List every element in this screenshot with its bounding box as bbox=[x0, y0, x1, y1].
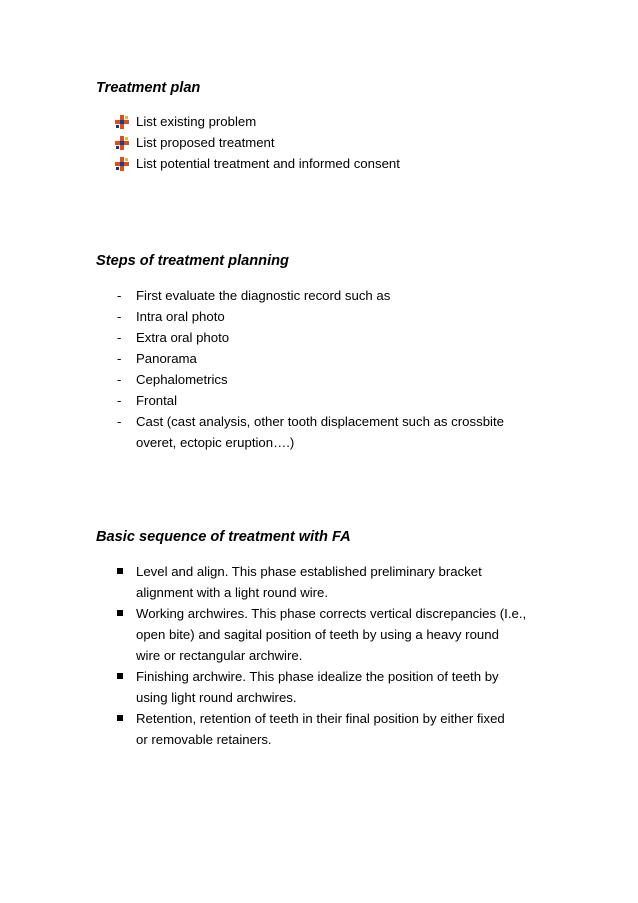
sequence-list bbox=[0, 561, 526, 750]
dash-bullet: - bbox=[117, 309, 122, 324]
list-item-text: List existing problem bbox=[136, 114, 257, 129]
square-bullet-icon bbox=[117, 568, 123, 574]
list-item-text: List potential treatment and informed consent bbox=[136, 156, 400, 171]
treatment-plan-list bbox=[0, 111, 400, 174]
list-item-text-continued: wire or rectangular archwire. bbox=[136, 648, 303, 663]
section-heading-steps-of-treatment-planning: Steps of treatment planning bbox=[96, 253, 289, 269]
list-item-text-continued: open bite) and sagital position of teeth by using a heavy round bbox=[136, 627, 499, 642]
list-item bbox=[0, 348, 504, 369]
list-item bbox=[0, 666, 526, 708]
list-item-text-continued: using light round archwires. bbox=[136, 690, 297, 705]
list-item bbox=[0, 327, 504, 348]
list-item-text: Retention, retention of teeth in their final position by either fixed bbox=[136, 711, 505, 726]
list-item-text: First evaluate the diagnostic record such as bbox=[136, 288, 391, 303]
list-item-text-continued: alignment with a light round wire. bbox=[136, 585, 329, 600]
list-item bbox=[0, 132, 400, 153]
list-item bbox=[0, 111, 400, 132]
section-heading-basic-sequence: Basic sequence of treatment with FA bbox=[96, 529, 351, 545]
dash-bullet: - bbox=[117, 351, 122, 366]
list-item-text: Frontal bbox=[136, 393, 178, 408]
square-bullet-icon bbox=[117, 673, 123, 679]
dash-bullet: - bbox=[117, 414, 122, 429]
arrow-bullet-icon bbox=[115, 156, 129, 170]
arrow-bullet-icon bbox=[115, 114, 129, 128]
list-item bbox=[0, 561, 526, 603]
dash-bullet: - bbox=[117, 288, 122, 303]
dash-bullet: - bbox=[117, 372, 122, 387]
list-item-text-continued: or removable retainers. bbox=[136, 732, 272, 747]
list-item-text: Level and align. This phase established preliminary bracket bbox=[136, 564, 482, 579]
list-item bbox=[0, 285, 504, 306]
arrow-bullet-icon bbox=[115, 135, 129, 149]
list-item bbox=[0, 153, 400, 174]
list-item bbox=[0, 306, 504, 327]
list-item-text: Working archwires. This phase corrects vertical discrepancies (I.e., bbox=[136, 606, 527, 621]
list-item bbox=[0, 603, 526, 666]
list-item bbox=[0, 411, 504, 453]
list-item bbox=[0, 708, 526, 750]
list-item-text: Cephalometrics bbox=[136, 372, 228, 387]
square-bullet-icon bbox=[117, 610, 123, 616]
steps-list bbox=[0, 285, 504, 453]
list-item bbox=[0, 390, 504, 411]
list-item-text: Cast (cast analysis, other tooth displacement such as crossbite bbox=[136, 414, 504, 429]
list-item-text: Panorama bbox=[136, 351, 197, 366]
list-item-text: Finishing archwire. This phase idealize the position of teeth by bbox=[136, 669, 499, 684]
list-item-text: Extra oral photo bbox=[136, 330, 230, 345]
square-bullet-icon bbox=[117, 715, 123, 721]
section-heading-treatment-plan: Treatment plan bbox=[96, 80, 201, 96]
list-item-text-continued: overet, ectopic eruption….) bbox=[136, 435, 295, 450]
dash-bullet: - bbox=[117, 393, 122, 408]
list-item-text: List proposed treatment bbox=[136, 135, 275, 150]
list-item-text: Intra oral photo bbox=[136, 309, 225, 324]
dash-bullet: - bbox=[117, 330, 122, 345]
list-item bbox=[0, 369, 504, 390]
